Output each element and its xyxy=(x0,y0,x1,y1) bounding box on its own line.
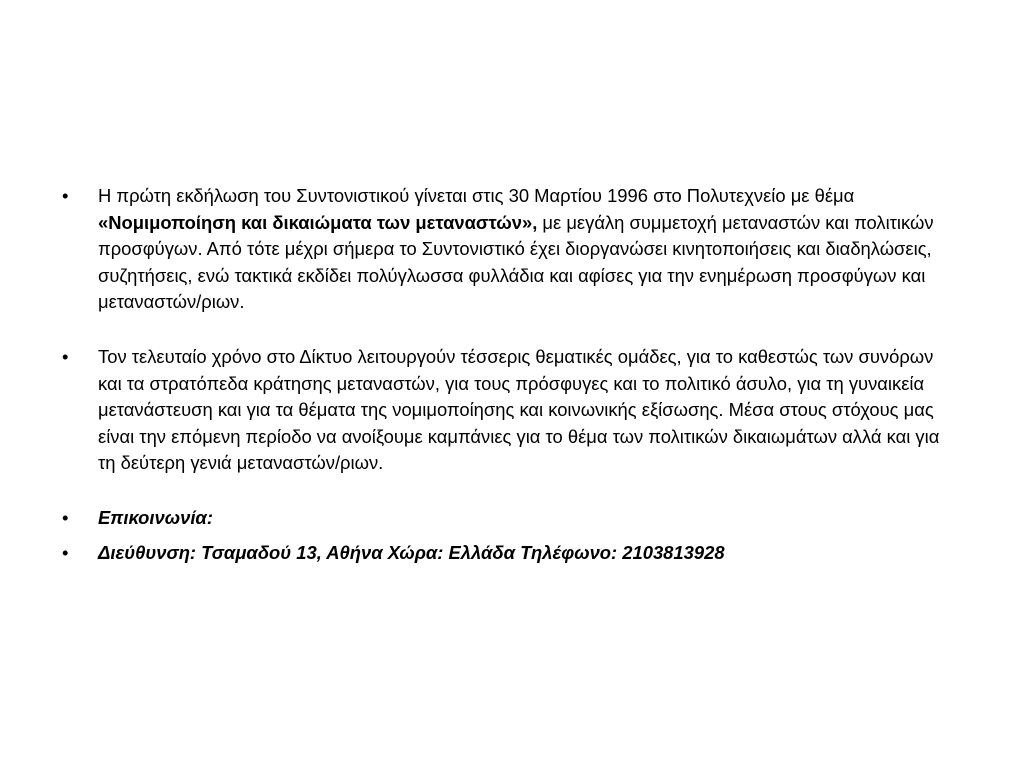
bullet-text-history xyxy=(98,183,947,316)
contact-heading: Επικοινωνία: xyxy=(98,506,213,528)
history-text-end: με μεγάλη συμμετοχή μεταναστών και πολιτικών προσφύγων. Από τότε μέχρι σήμερα το Συντονιστικό έχει διοργανώσει κινητοποιήσεις και διαδηλώσεις, συζητήσεις, ενώ τακτικά εκδίδει πολύγλωσσα φυλλάδια και αφίσες για την ενημέρωση προσφύγων και μεταναστών/ριων. xyxy=(98,211,934,313)
bullet-marker: • xyxy=(62,185,69,206)
bullet-item-working-groups xyxy=(62,344,947,477)
bullet-item-contact-details xyxy=(62,540,947,567)
bullet-marker: • xyxy=(62,345,69,367)
bullet-list xyxy=(62,183,947,566)
bullet-marker: • xyxy=(62,506,69,528)
bullet-marker: • xyxy=(62,541,69,563)
bullet-item-contact-heading xyxy=(62,505,947,532)
event-theme-title: «Νομιμοποίηση και δικαιώματα των μεταναστών», xyxy=(98,211,538,233)
contact-details: Διεύθυνση: Τσαμαδού 13, Αθήνα Χώρα: Ελλάδα Τηλέφωνο: 2103813928 xyxy=(98,541,725,563)
bullet-item-history xyxy=(62,183,947,316)
bullet-text-working-groups: Τον τελευταίο χρόνο στο Δίκτυο λειτουργούν τέσσερις θεματικές ομάδες, για το καθεστώς των συνόρων και τα στρατόπεδα κράτησης μεταναστών, για τους πρόσφυγες και το πολιτικό άσυλο, για τη γυναικεία μετανάστευση και για τα θέματα της νομιμοποίησης και κοινωνικής εξίσωσης. Μέσα στους στόχους μας είναι την επόμενη περίοδο να ανοίξουμε καμπάνιες για το θέμα των πολιτικών δικαιωμάτων αλλά και για τη δεύτερη γενιά μεταναστών/ριων. xyxy=(98,345,940,474)
history-text-start: Η πρώτη εκδήλωση του Συντονιστικού γίνεται στις 30 Μαρτίου 1996 στο Πολυτεχνείο με θέμα xyxy=(98,185,855,206)
